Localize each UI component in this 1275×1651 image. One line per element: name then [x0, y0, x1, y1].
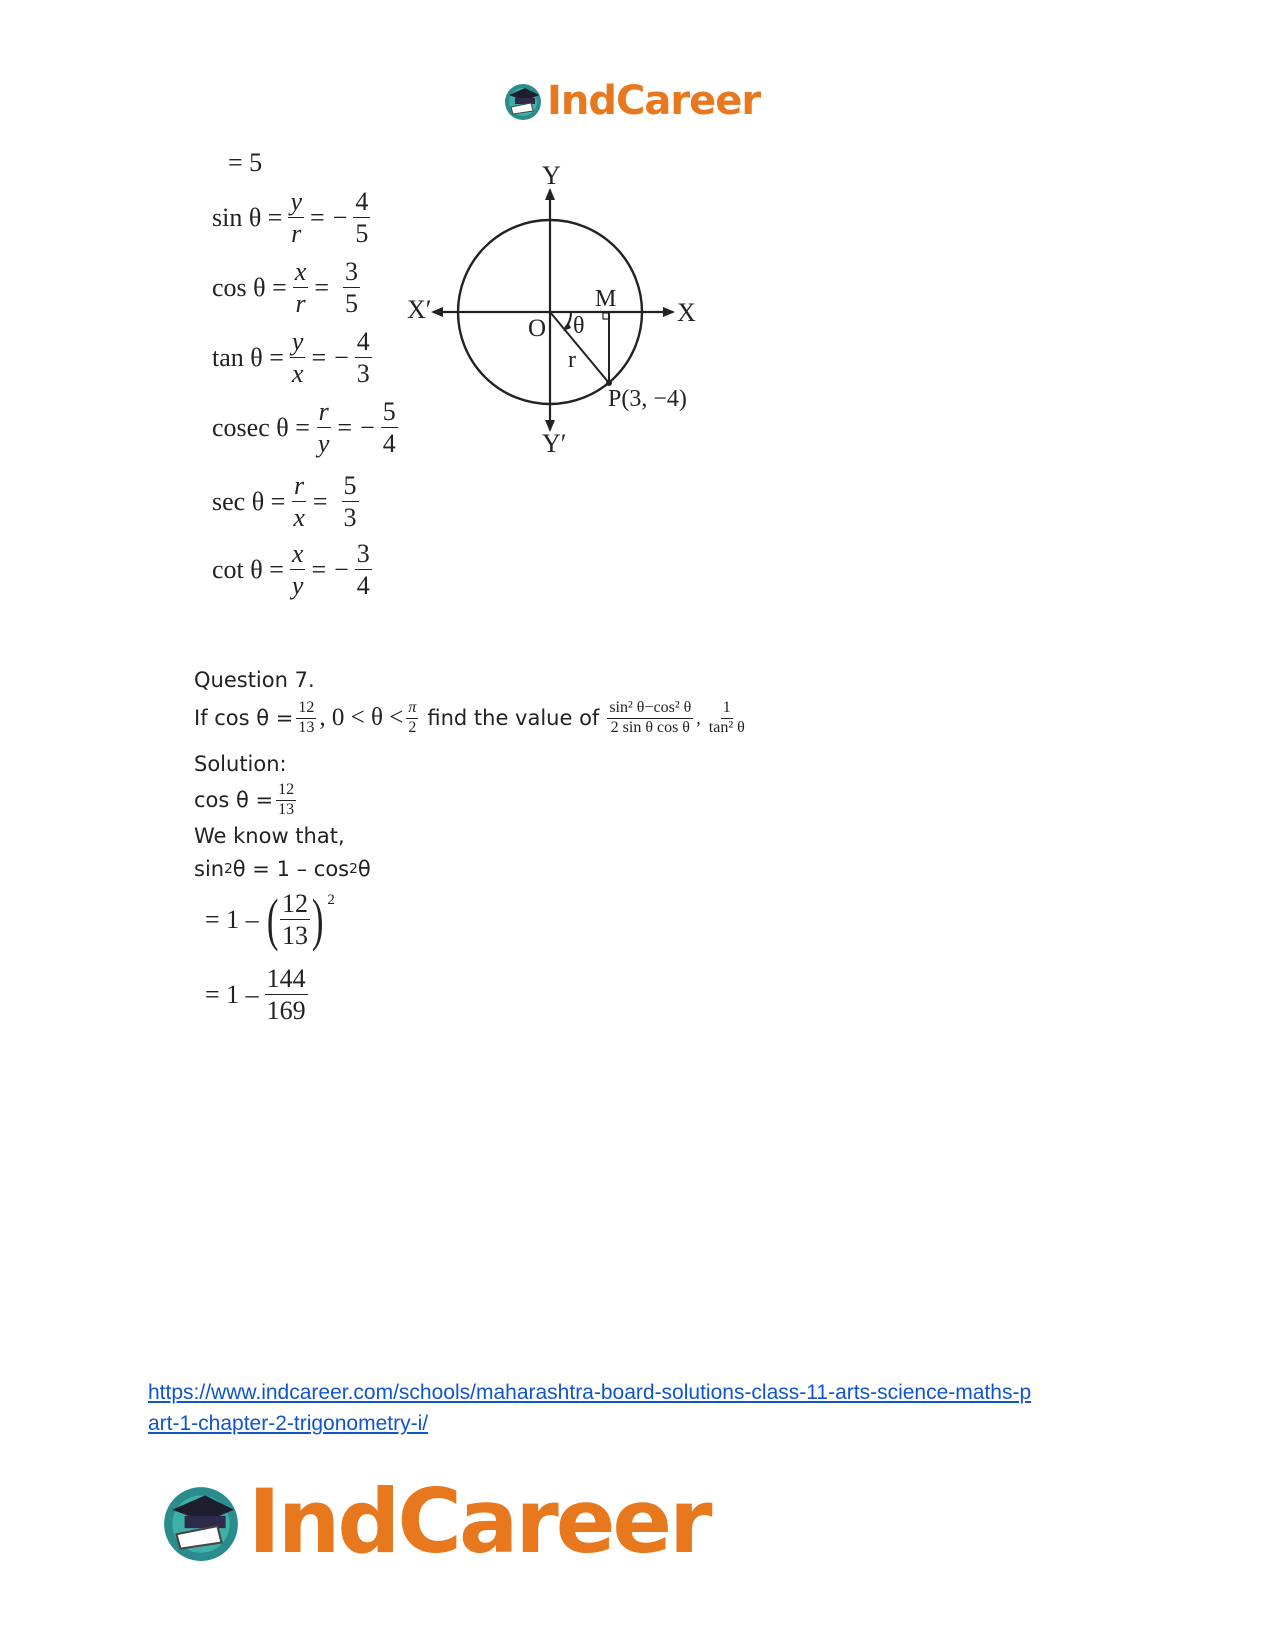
solution-label: Solution:: [194, 752, 287, 776]
ratio-fraction: $\frac{r}{x}$: [293, 471, 305, 533]
value-fraction: $\frac{5}{4}$: [382, 397, 396, 459]
x-arrow-icon: [663, 307, 675, 317]
ratio-fraction: $\frac{r}{y}$: [317, 397, 330, 459]
question-range: , 0 < θ <: [319, 704, 404, 732]
step-1-exponent: 2: [327, 892, 335, 908]
label-y: Y: [542, 161, 561, 190]
label-origin: O: [528, 315, 547, 342]
label-m: M: [595, 286, 617, 312]
value-fraction: $\frac{4}{5}$: [355, 187, 369, 249]
question-range-fraction: $\frac{\pi}{2}$: [408, 699, 417, 736]
label-point-p: P(3, −4): [608, 386, 687, 412]
question-expr1: $\frac{\text{sin² θ−cos² θ}}{\text{2 sin θ cos θ}}$: [609, 699, 692, 736]
value-fraction: $\frac{4}{3}$: [356, 327, 370, 389]
question-cos-fraction: $\frac{12}{13}$: [298, 699, 315, 736]
r-value: = 5: [228, 148, 263, 177]
label-theta: θ: [573, 313, 585, 339]
question-comma: ,: [696, 707, 701, 728]
logo-text: IndCareer: [248, 1470, 710, 1573]
solution-cos-fraction: $\frac{12}{13}$: [278, 781, 295, 818]
trig-ratio-row: cosec θ = $\frac{r}{y}$ = − $\frac{5}{4}$: [212, 397, 396, 459]
question-expr2: $\frac{1}{\text{tan² θ}}$: [708, 699, 745, 736]
label-x: X: [677, 298, 696, 327]
x-prime-arrow-icon: [431, 307, 443, 317]
step-2: = 1 – $\frac{144}{169}$: [205, 964, 306, 1026]
logo-text: IndCareer: [547, 78, 761, 124]
label-x-prime: X′: [407, 295, 432, 324]
step-2-fraction: $\frac{144}{169}$: [266, 964, 306, 1026]
question-if: If cos θ =: [194, 706, 294, 731]
footer-url-link-line2[interactable]: art-1-chapter-2-trigonometry-i/: [148, 1412, 429, 1435]
ratio-fraction: $\frac{y}{x}$: [291, 327, 304, 389]
label-r: r: [568, 347, 576, 373]
angle-arrow-icon: [563, 322, 571, 331]
ratio-fraction: $\frac{x}{y}$: [291, 539, 304, 601]
trig-ratio-row: cot θ = $\frac{x}{y}$ = − $\frac{3}{4}$: [212, 539, 370, 601]
value-fraction: $\frac{3}{4}$: [356, 539, 370, 601]
label-y-prime: Y′: [542, 429, 567, 458]
step-1: = 1 – ( $\frac{12}{13}$ ) 2: [205, 886, 335, 952]
ratio-fraction: $\frac{y}{r}$: [290, 187, 303, 249]
identity-line: sin 2 θ = 1 – cos 2 θ: [194, 857, 371, 881]
header-logo: [503, 78, 760, 124]
question-find: find the value of: [427, 706, 600, 731]
value-fraction: $\frac{5}{3}$: [343, 471, 357, 533]
we-know-that: We know that,: [194, 824, 345, 848]
value-fraction: $\frac{3}{5}$: [345, 257, 358, 319]
question-text: [194, 700, 750, 737]
globe-cap-icon: [160, 1481, 242, 1563]
question-heading: Question 7.: [194, 668, 315, 692]
footer-logo: [160, 1470, 710, 1573]
step-1-fraction: $\frac{12}{13}$: [282, 889, 308, 951]
trig-ratio-row: tan θ = $\frac{y}{x}$ = − $\frac{4}{3}$: [212, 327, 370, 389]
trig-ratio-row: sec θ = $\frac{r}{x}$ = $\frac{5}{3}$: [212, 471, 357, 533]
footer-link-block: [148, 1378, 1031, 1440]
footer-url-link-line1[interactable]: https://www.indcareer.com/schools/maharashtra-board-solutions-class-11-arts-science-maths-p: [148, 1381, 1032, 1404]
solution-cos-line: cos θ = $\frac{12}{13}$: [194, 781, 295, 818]
unit-circle-diagram: [405, 160, 705, 460]
globe-cap-icon: [503, 81, 543, 121]
trig-ratio-row: sin θ = $\frac{y}{r}$ = − $\frac{4}{5}$: [212, 187, 369, 249]
trig-ratio-row: cos θ = $\frac{x}{r}$ = $\frac{3}{5}$: [212, 257, 358, 319]
ratio-fraction: $\frac{x}{r}$: [294, 257, 307, 319]
